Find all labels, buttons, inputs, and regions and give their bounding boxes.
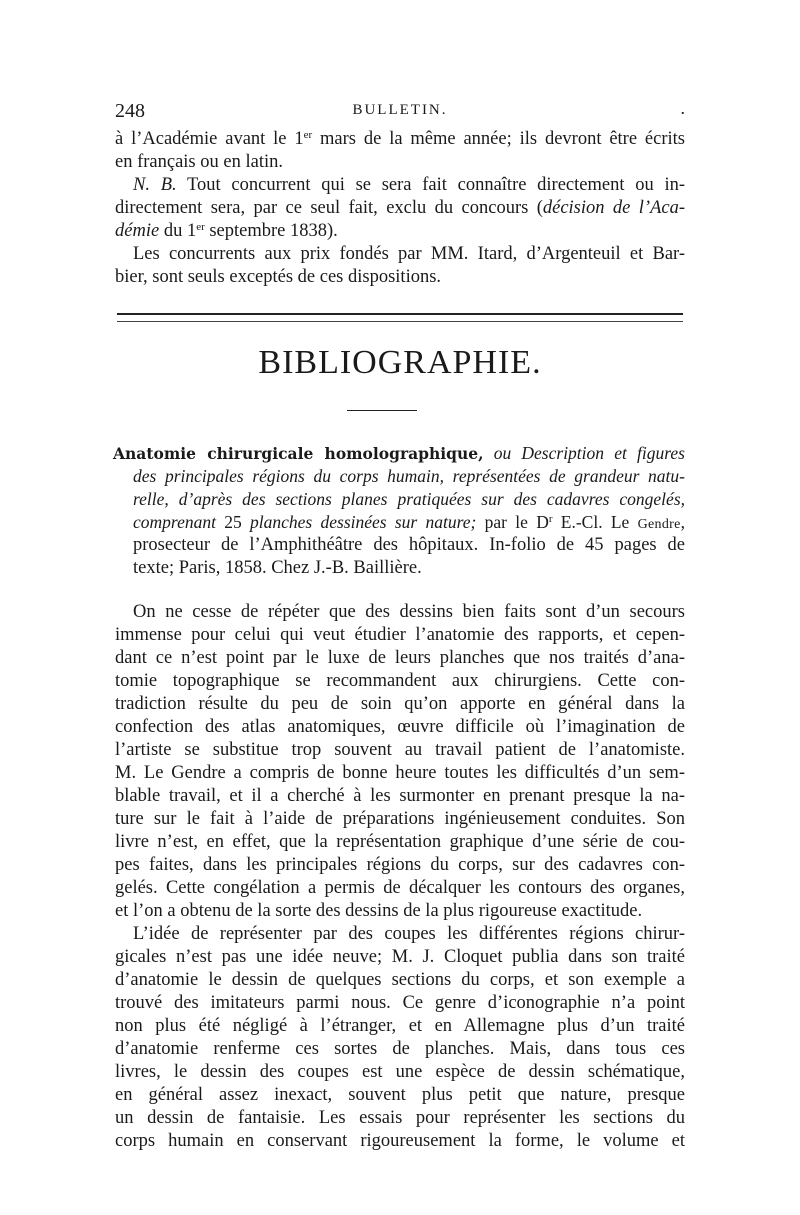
text-line: en français ou en latin. [115, 152, 283, 172]
body-line: pes faites, dans les principales régions du corps, sur des cadavres con- [115, 855, 685, 875]
body-line: l’artiste se substitue trop souvent au travail patient de l’anatomiste. [115, 740, 685, 760]
short-rule-divider [347, 410, 417, 411]
body-line: On ne cesse de répéter que des dessins bien faits sont d’un secours [133, 602, 685, 622]
body-line: M. Le Gendre a compris de bonne heure toutes les difficultés d’un sem- [115, 763, 685, 783]
biblio-line: relle, d’après des sections planes pratiquées sur des cadavres congelés, [133, 489, 685, 509]
biblio-line: comprenant 25 planches dessinées sur nature; par le $D^r$ E.-Cl. Le Gendre, [133, 512, 685, 532]
body-line: livre n’est, en effet, que la représentation graphique d’une série de cou- [115, 832, 685, 852]
body-line: ture sur le fait à l’aide de préparations ingénieusement conduites. Son [115, 809, 685, 829]
header-dot: . [680, 98, 685, 118]
body-line: immense pour celui qui veut étudier l’anatomie des rapports, et cepen- [115, 625, 685, 645]
body-line: blable travail, et il a cherché à les surmonter en prenant presque la na- [115, 786, 685, 806]
body-line: tradiction résulte du peu de soin qu’on apporte en général dans la [115, 694, 685, 714]
body-line: dant ce n’est point par le luxe de leurs planches que nos traités d’ana- [115, 648, 685, 668]
body-line: gicales n’est pas une idée neuve; M. J. Cloquet publia dans son traité [115, 947, 685, 967]
body-line: d’anatomie renferme ces sortes de planches. Mais, dans tous ces [115, 1039, 685, 1059]
biblio-line: texte; Paris, 1858. Chez J.-B. Baillière. [133, 558, 422, 578]
double-rule-divider [117, 313, 683, 322]
body-line: un dessin de fantaisie. Les essais pour représenter les sections du [115, 1108, 685, 1128]
text-line: Les concurrents aux prix fondés par MM. Itard, d’Argenteuil et Bar- [133, 244, 685, 264]
body-line: corps humain en conservant rigoureusement la forme, le volume et [115, 1131, 685, 1151]
biblio-line: Anatomie chirurgicale homolographique, ou Description et figures [113, 443, 685, 463]
running-title: BULLETIN. [352, 102, 448, 118]
body-line: gelés. Cette congélation a permis de décalquer les contours des organes, [115, 878, 685, 898]
body-line: livres, le dessin des coupes est une espèce de dessin schématique, [115, 1062, 685, 1082]
body-line: non plus été négligé à l’étranger, et en Allemagne plus d’un traité [115, 1016, 685, 1036]
body-line: tomie topographique se recommandent aux chirurgiens. Cette con- [115, 671, 685, 691]
body-line: d’anatomie le dessin de quelques sections du corps, et son exemple a [115, 970, 685, 990]
review-body [115, 601, 685, 1153]
body-line: confection des atlas anatomiques, œuvre difficile où l’imagination de [115, 717, 685, 737]
book-title: Anatomie chirurgicale homolographique, [113, 444, 484, 463]
running-head [115, 100, 685, 124]
page-number: 248 [115, 100, 145, 122]
body-line: en général assez inexact, souvent plus petit que nature, presque [115, 1085, 685, 1105]
bibliography-entry [115, 442, 685, 580]
text-line: N. B. Tout concurrent qui se sera fait connaître directement ou in- [133, 175, 685, 195]
biblio-line: des principales régions du corps humain, représentées de grandeur natu- [133, 466, 685, 486]
text-line: démie du 1er septembre 1838). [115, 221, 338, 241]
body-line: trouvé des imitateurs parmi nous. Ce genre d’iconographie n’a point [115, 993, 685, 1013]
text-line: à l’Académie avant le 1er mars de la même année; ils devront être écrits [115, 129, 685, 149]
section-title: BIBLIOGRAPHIE. [258, 344, 542, 381]
text-line: directement sera, par ce seul fait, exclu du concours (décision de l’Aca- [115, 198, 685, 218]
intro-paragraphs [115, 128, 685, 289]
body-line: L’idée de représenter par des coupes les différentes régions chirur- [133, 924, 685, 944]
body-line: et l’on a obtenu de la sorte des dessins de la plus rigoureuse exactitude. [115, 901, 643, 921]
text-line: bier, sont seuls exceptés de ces dispositions. [115, 267, 442, 287]
biblio-line: prosecteur de l’Amphithéâtre des hôpitaux. In-folio de 45 pages de [133, 535, 685, 555]
